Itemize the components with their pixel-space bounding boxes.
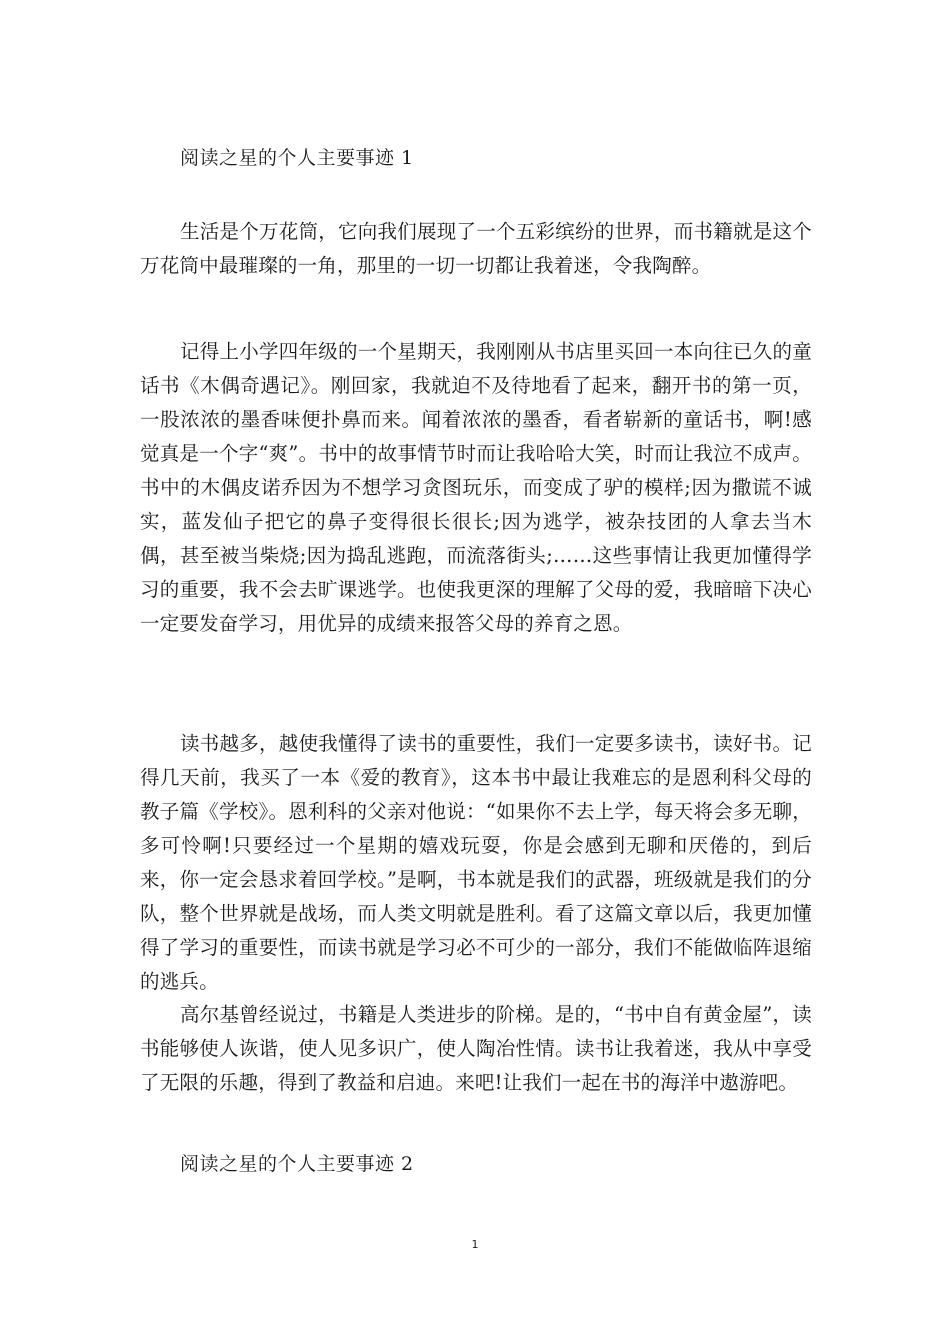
paragraph-2: 记得上小学四年级的一个星期天，我刚刚从书店里买回一本向往已久的童话书《木偶奇遇记》。刚回家，我就迫不及待地看了起来，翻开书的第一页，一股浓浓的墨香味便扑鼻而来。闻着浓浓的墨香，看者崭新的童话书，啊!感觉真是一个字“爽”。书中的故事情节时而让我哈哈大笑，时而让我泣不成声。书中的木偶皮诺乔因为不想学习贪图玩乐，而变成了驴的模样;因为撒谎不诚实，蓝发仙子把它的鼻子变得很长很长;因为逃学，被杂技团的人拿去当木偶，甚至被当柴烧;因为捣乱逃跑，而流落街头;……这些事情让我更加懂得学习的重要，我不会去旷课逃学。也使我更深的理解了父母的爱，我暗暗下决心一定要发奋学习，用优异的成绩来报答父母的养育之恩。 <box>140 340 812 635</box>
section-heading-2: 阅读之星的个人主要事迹 2 <box>180 1153 414 1175</box>
paragraph-3: 读书越多，越使我懂得了读书的重要性，我们一定要多读书，读好书。记得几天前，我买了一本《爱的教育》，这本书中最让我难忘的是恩利科父母的教子篇《学校》。恩利科的父亲对他说：“如果你不去上学，每天将会多无聊，多可怜啊!只要经过一个星期的嬉戏玩耍，你是会感到无聊和厌倦的，到后来，你一定会恳求着回学校。”是啊，书本就是我们的武器，班级就是我们的分队，整个世界就是战场，而人类文明就是胜利。看了这篇文章以后，我更加懂得了学习的重要性，而读书就是学习必不可少的一部分，我们不能做临阵退缩的逃兵。 <box>140 732 812 993</box>
section-heading-1: 阅读之星的个人主要事迹 1 <box>180 147 414 169</box>
paragraph-4: 高尔基曾经说过，书籍是人类进步的阶梯。是的，“书中自有黄金屋”，读书能够使人诙谐，使人见多识广，使人陶冶性情。读书让我着迷，我从中享受了无限的乐趣，得到了教益和启迪。来吧!让我们一起在书的海洋中遨游吧。 <box>140 1003 812 1094</box>
paragraph-1: 生活是个万花筒，它向我们展现了一个五彩缤纷的世界，而书籍就是这个万花筒中最璀璨的一角，那里的一切一切都让我着迷，令我陶醉。 <box>140 220 812 277</box>
page-number: 1 <box>471 1238 479 1251</box>
